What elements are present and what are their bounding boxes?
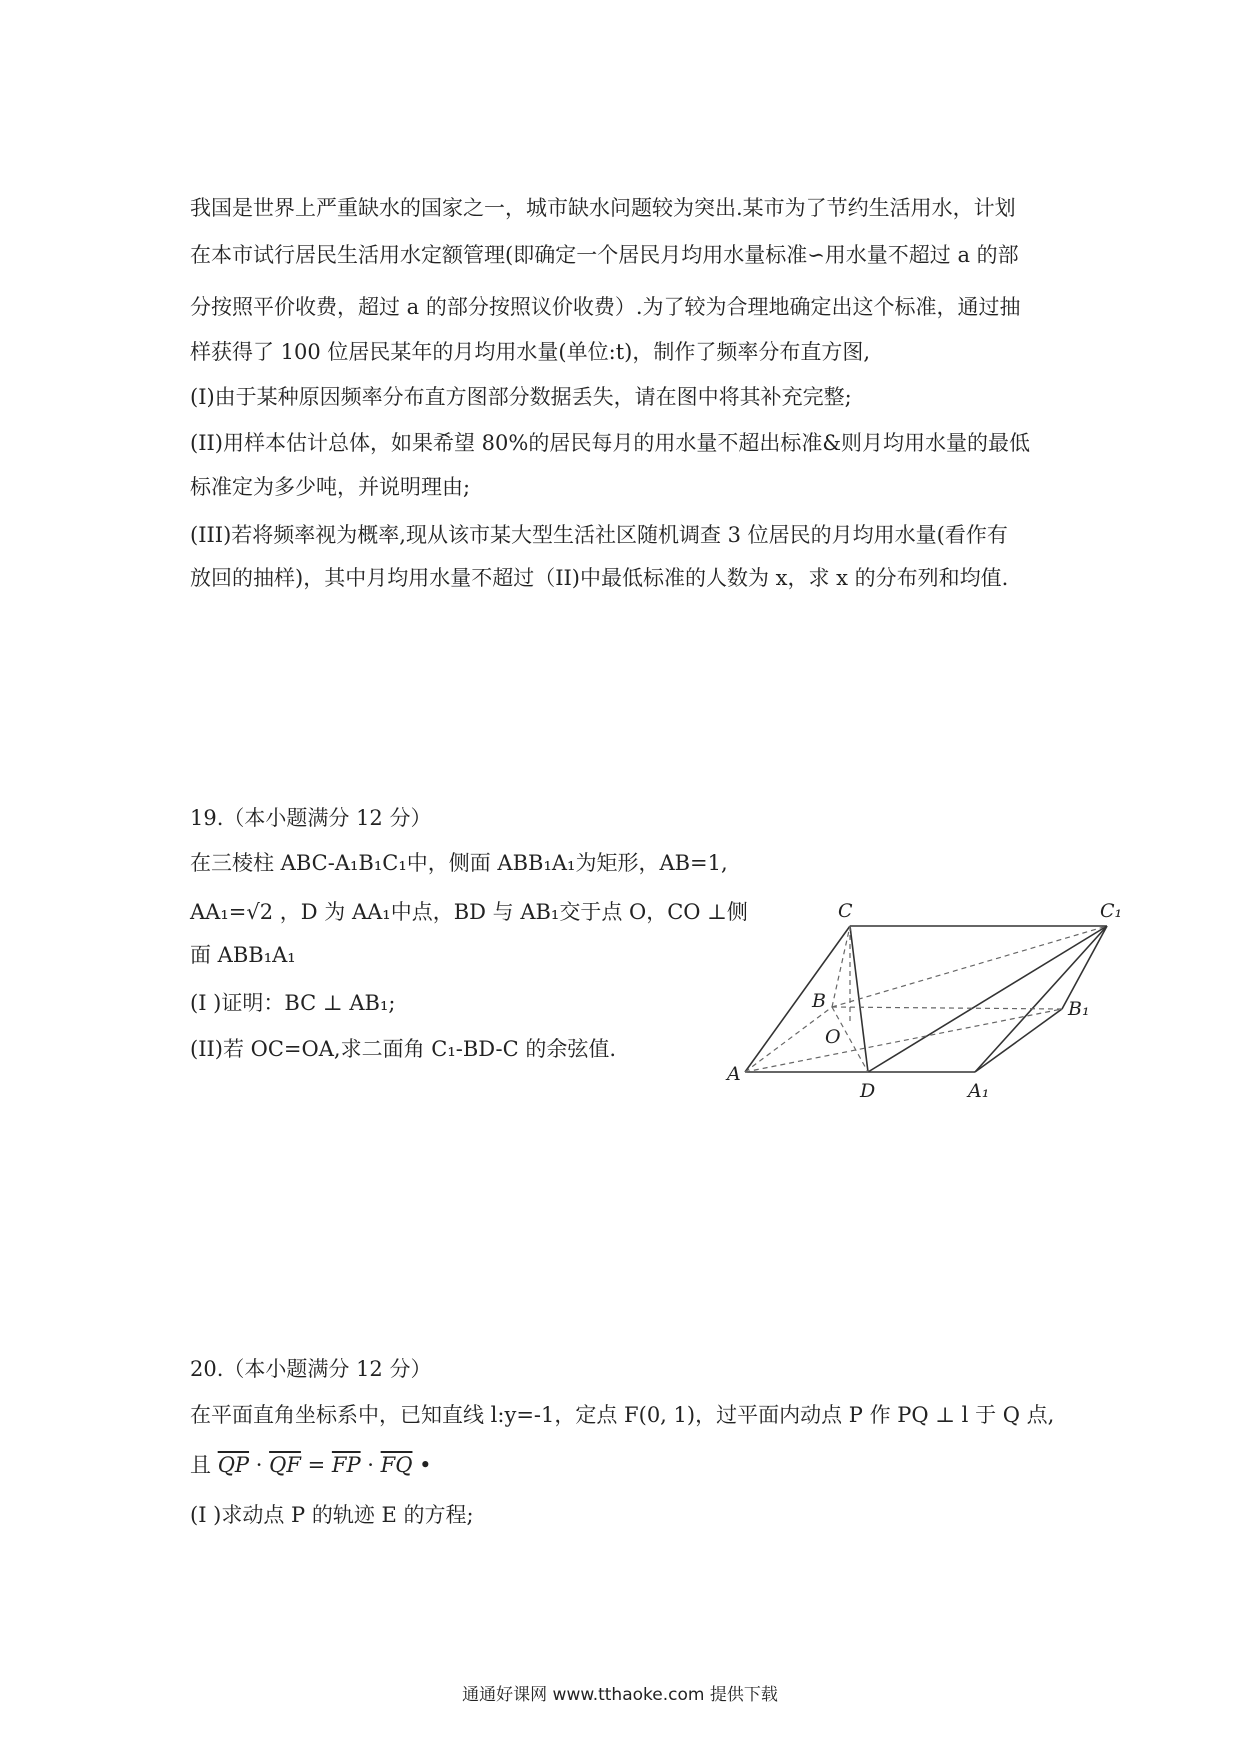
equals-sign: = [307, 1453, 326, 1477]
dot-2: · [367, 1453, 374, 1477]
p19-part-1: (I )证明：BC ⊥ AB₁; [190, 991, 396, 1015]
label-B: B [812, 990, 826, 1012]
label-B1: B₁ [1068, 998, 1090, 1020]
p19-line-1: 在三棱柱 ABC-A₁B₁C₁中，侧面 ABB₁A₁为矩形，AB=1, [190, 851, 728, 875]
p18-part-3-cont: 放回的抽样)，其中月均用水量不超过（II)中最低标准的人数为 x，求 x 的分布列和均值. [190, 566, 1009, 590]
p19-line-3: 面 ABB₁A₁ [190, 943, 296, 967]
label-A: A [727, 1063, 741, 1085]
p20-line-2 [190, 1450, 1060, 1480]
footer-credit: 通通好课网 www.tthaoke.com 提供下载 [462, 1685, 778, 1705]
p18-line-1: 我国是世界上严重缺水的国家之一，城市缺水问题较为突出.某市为了节约生活用水，计划 [190, 196, 1016, 220]
hidden-BB1 [832, 1007, 1062, 1009]
label-D: D [860, 1080, 876, 1102]
p18-line-2: 在本市试行居民生活用水定额管理(即确定一个居民月均用水量标准∽用水量不超过 a 的部 [190, 243, 1019, 267]
p20-line-1: 在平面直角坐标系中，已知直线 l:y=-1，定点 F(0, 1)，过平面内动点 P 作 PQ ⊥ l 于 Q 点, [190, 1403, 1055, 1427]
edge-AC [745, 926, 850, 1072]
prism-diagram [720, 845, 1150, 1125]
label-C: C [838, 900, 853, 922]
p20-heading: 20.（本小题满分 12 分） [190, 1357, 432, 1381]
label-O: O [825, 1026, 841, 1048]
p19-part-2: (II)若 OC=OA,求二面角 C₁-BD-C 的余弦值. [190, 1037, 617, 1061]
edge-A1B1 [975, 1009, 1062, 1072]
p18-part-3: (III)若将频率视为概率,现从该市某大型生活社区随机调查 3 位居民的月均用水量(看作有 [190, 523, 1008, 547]
p18-part-2-cont: 标准定为多少吨，并说明理由; [190, 475, 471, 499]
label-C1: C₁ [1100, 900, 1123, 922]
hidden-AB1 [745, 1009, 1062, 1072]
p18-line-3: 分按照平价收费，超过 a 的部分按照议价收费）.为了较为合理地确定出这个标准，通过抽 [190, 295, 1021, 319]
p18-part-2: (II)用样本估计总体，如果希望 80%的居民每月的用水量不超出标准&则月均用水量的最低 [190, 431, 1031, 455]
p19-heading: 19.（本小题满分 12 分） [190, 806, 432, 830]
hidden-BC1 [832, 926, 1107, 1007]
end-mark: • [419, 1453, 432, 1477]
p18-part-1: (I)由于某种原因频率分布直方图部分数据丢失，请在图中将其补充完整; [190, 385, 852, 409]
p20-part-1: (I )求动点 P 的轨迹 E 的方程; [190, 1503, 474, 1527]
p19-line-2: AA₁=√2 ，D 为 AA₁中点，BD 与 AB₁交于点 O，CO ⊥侧 [190, 900, 748, 924]
prism-figure [720, 845, 1150, 1125]
vector-fq: $\overline{FQ}$ [380, 1453, 413, 1477]
vector-fp: $\overline{FP}$ [331, 1453, 361, 1477]
dot-1: · [255, 1453, 263, 1477]
label-A1: A₁ [968, 1080, 990, 1102]
p20-line-2-prefix: 且 [190, 1453, 211, 1477]
vector-qp: $\overline{QP}$ [217, 1453, 250, 1477]
p18-line-4: 样获得了 100 位居民某年的月均用水量(单位:t)，制作了频率分布直方图, [190, 340, 871, 364]
hidden-AB [745, 1007, 832, 1072]
vector-qf: $\overline{QF}$ [269, 1453, 301, 1477]
